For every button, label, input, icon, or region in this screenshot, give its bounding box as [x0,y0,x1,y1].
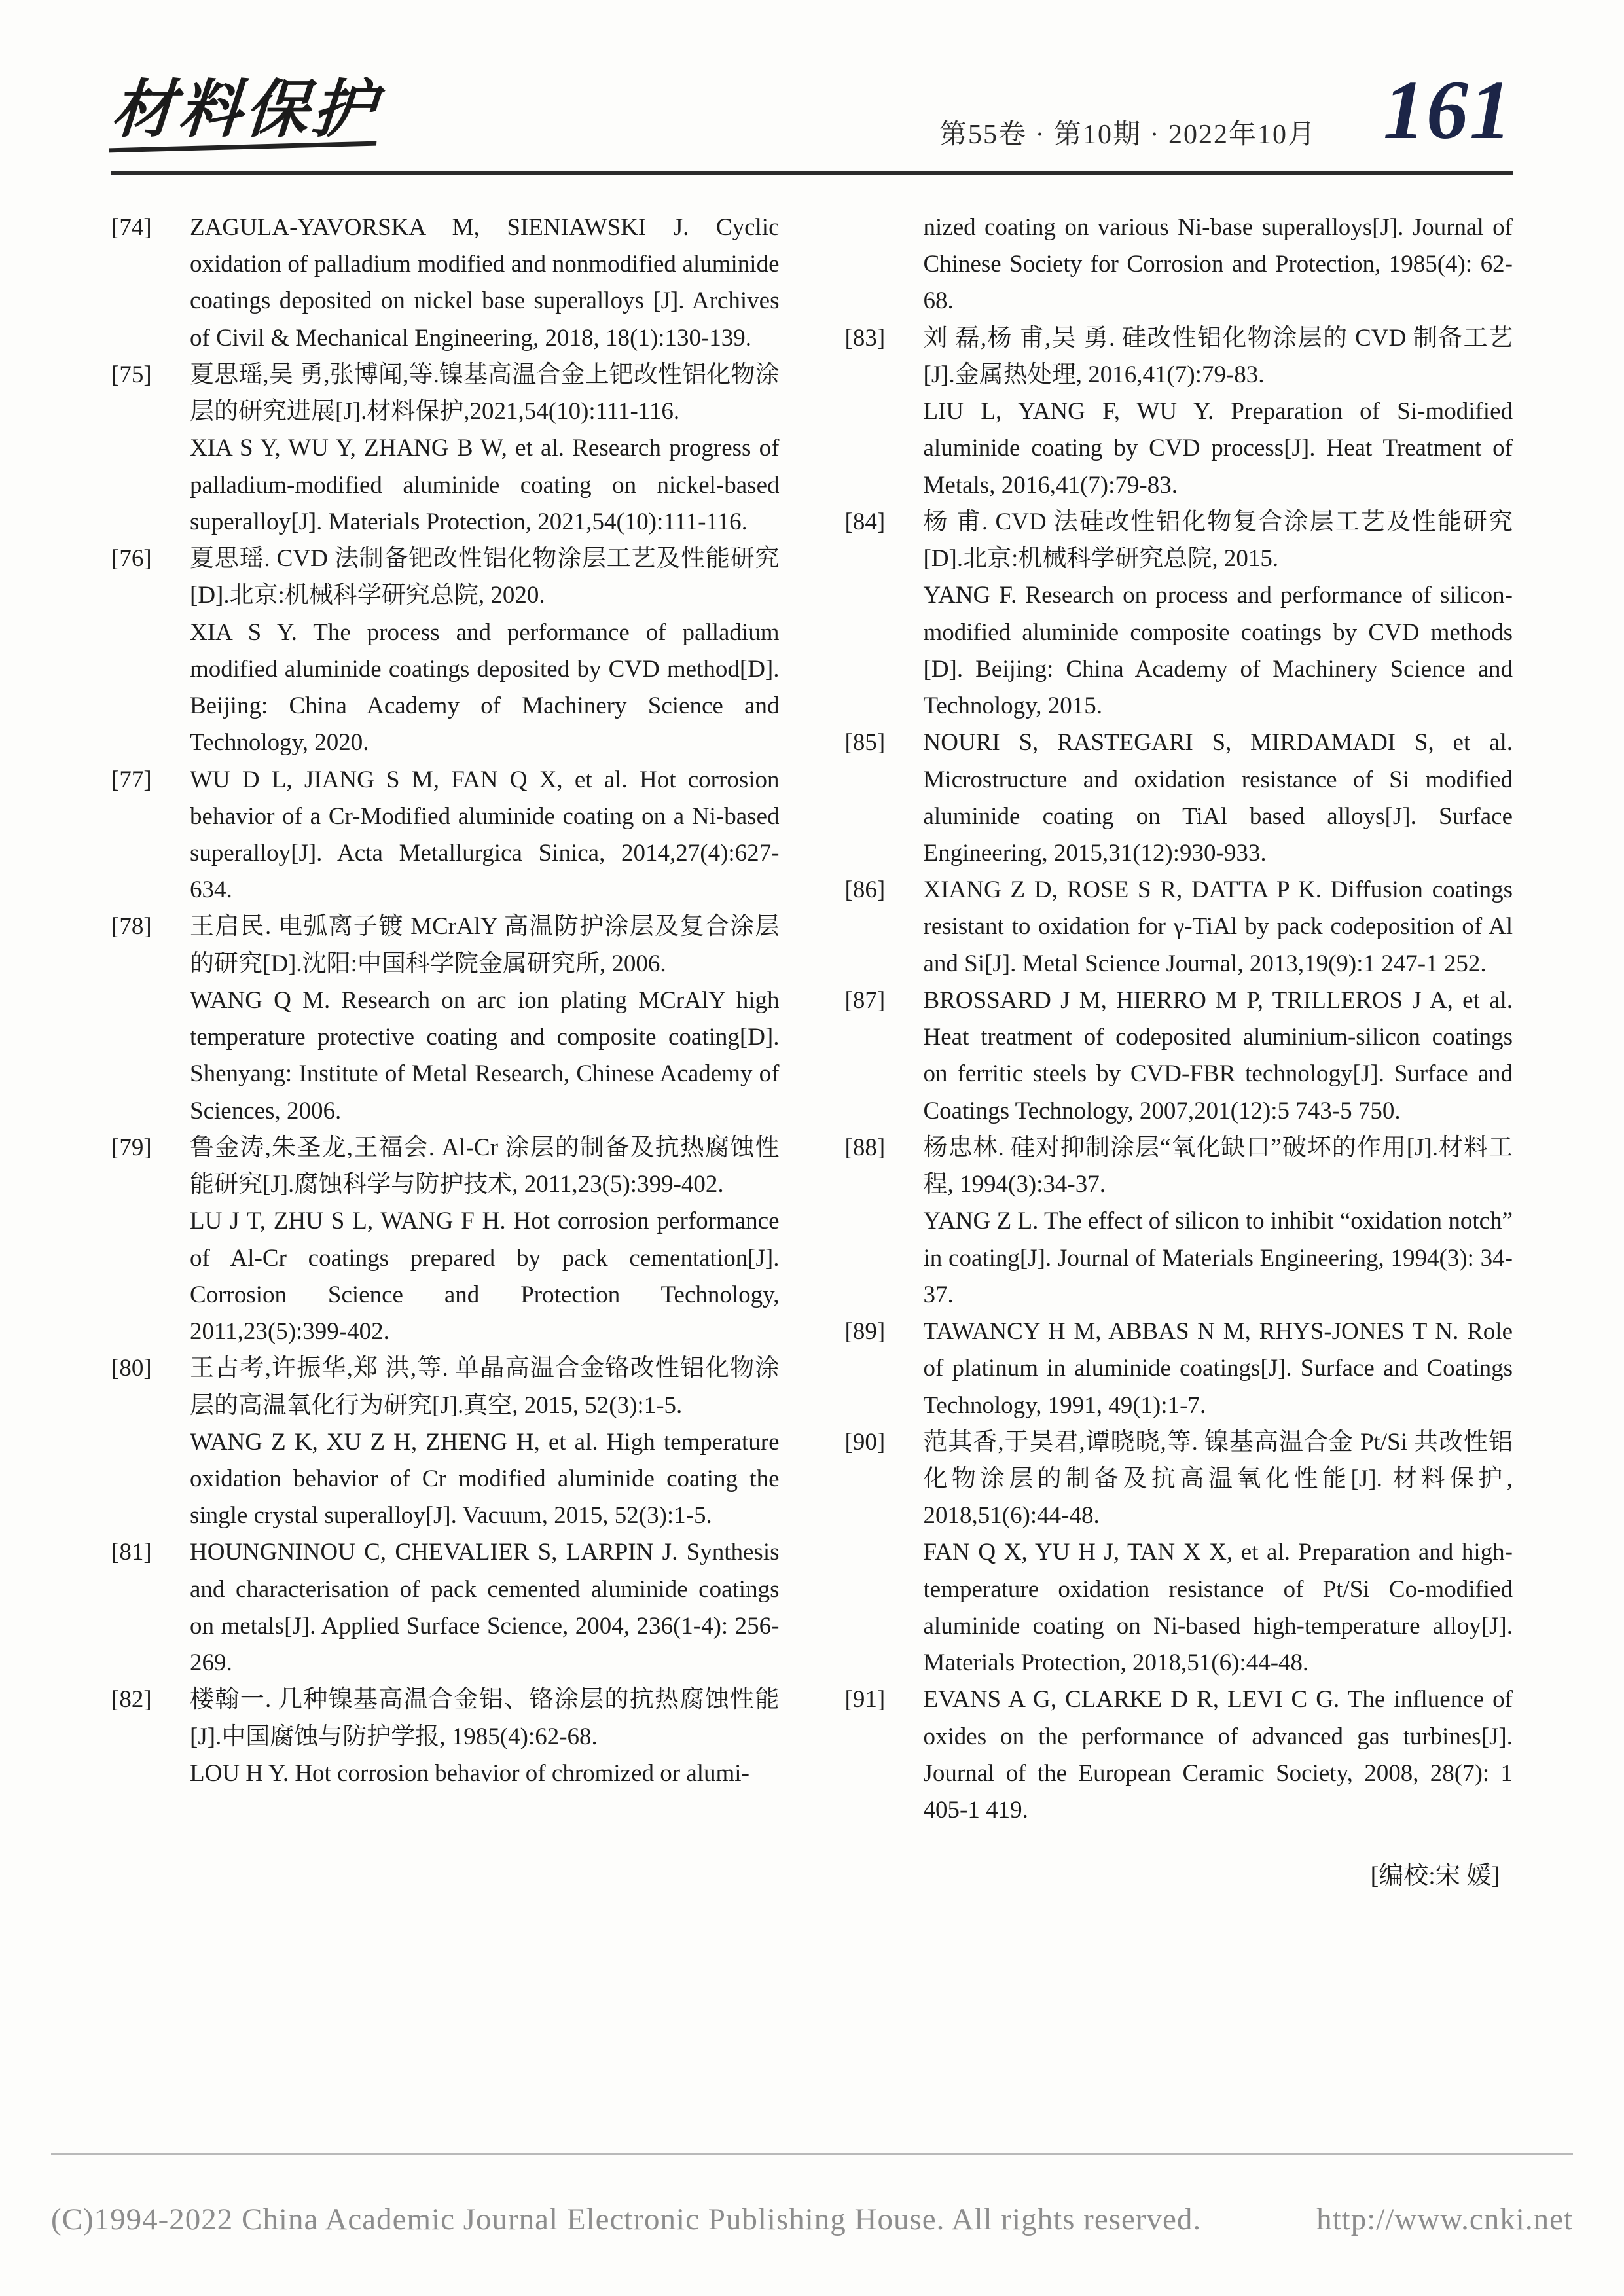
editor-note: [编校:宋 媛] [1370,1862,1500,1890]
reference-paragraphs [924,1130,1513,1314]
reference-paragraph: LIU L, YANG F, WU Y. Preparation of Si-modified aluminide coating by CVD process[J]. Heat Treatment of Metals, 2016,41(7):79-83. [923,398,1513,499]
reference-paragraphs [924,1314,1513,1424]
reference-item [845,504,1513,725]
reference-number: [85] [844,729,886,757]
reference-paragraph: 杨忠林. 硅对抑制涂层“氧化缺口”破坏的作用[J].材料工程, 1994(3):34-37. [923,1134,1513,1198]
reference-paragraph: 范其香,于昊君,谭晓晓,等. 镍基高温合金 Pt/Si 共改性铝化物涂层的制备及抗高温氧化性能[J]. 材料保护, 2018,51(6):44-48. [923,1428,1513,1530]
reference-item [111,908,780,1129]
reference-number: [89] [844,1318,886,1346]
reference-paragraphs [190,357,780,541]
reference-item [845,320,1513,504]
reference-item [111,209,780,357]
reference-paragraph: BROSSARD J M, HIERRO M P, TRILLEROS J A, et al. Heat treatment of codeposited aluminium-silicon coatings on ferritic steels by CVD-FBR technology[J]. Surface and Coatings Technology, 2007,201(12):5 743-5 750. [923,986,1513,1124]
reference-item [111,1681,780,1792]
reference-paragraph: 夏思瑶,吴 勇,张博闻,等.镍基高温合金上钯改性铝化物涂层的研究进展[J].材料保护,2021,54(10):111-116. [190,361,780,425]
reference-paragraphs [924,872,1513,982]
reference-paragraph: XIA S Y. The process and performance of palladium modified aluminide coatings deposited by CVD method[D]. Beijing: China Academy of Machinery Science and Technology, 2020. [190,619,780,757]
reference-number: [84] [844,508,886,535]
reference-paragraphs [190,762,780,909]
reference-paragraph: FAN Q X, YU H J, TAN X X, et al. Preparation and high-temperature oxidation resistance of Pt/Si Co-modified aluminide coating on Ni-based high-temperature alloy[J]. Materials Protection, 2018,51(6):44-48. [923,1539,1513,1677]
reference-paragraph: YANG Z L. The effect of silicon to inhibit “oxidation notch” in coating[J]. Journal of Materials Engineering, 1994(3): 34-37. [923,1208,1513,1308]
reference-paragraphs [190,1350,780,1534]
reference-paragraphs [190,209,780,357]
reference-item [845,1681,1513,1829]
references-body [111,209,1513,1891]
reference-paragraphs [924,1424,1513,1682]
reference-number: [91] [844,1686,886,1713]
reference-item [111,541,780,761]
reference-paragraph: 王启民. 电弧离子镀 MCrAlY 高温防护涂层及复合涂层的研究[D].沈阳:中国科学院金属研究所, 2006. [190,913,780,977]
reference-paragraphs [924,1681,1513,1829]
reference-paragraphs [924,725,1513,872]
reference-paragraphs [924,982,1513,1130]
reference-number: [75] [111,361,152,388]
references-column-right [845,209,1513,1891]
reference-paragraph: nized coating on various Ni-base superalloys[J]. Journal of Chinese Society for Corrosion and Protection, 1985(4): 62-68. [923,214,1513,315]
footer-divider [51,2153,1573,2155]
reference-item [845,1424,1513,1682]
reference-paragraph: TAWANCY H M, ABBAS N M, RHYS-JONES T N. Role of platinum in aluminide coatings[J]. Surface and Coatings Technology, 1991, 49(1):1-7. [923,1318,1513,1419]
reference-number: [88] [844,1134,886,1161]
reference-number: [76] [111,545,152,573]
reference-item [111,1350,780,1534]
reference-number: [82] [111,1686,152,1713]
reference-number: [74] [111,214,152,241]
reference-number: [78] [111,913,152,941]
reference-paragraph: WU D L, JIANG S M, FAN Q X, et al. Hot corrosion behavior of a Cr-Modified aluminide coating on a Ni-based superalloy[J]. Acta Metallurgica Sinica, 2014,27(4):627-634. [190,766,780,904]
reference-item [111,1130,780,1350]
reference-paragraph: 杨 甫. CVD 法硅改性铝化物复合涂层工艺及性能研究[D].北京:机械科学研究总院, 2015. [923,508,1513,573]
reference-item [845,725,1513,872]
reference-paragraph: 鲁金涛,朱圣龙,王福会. Al-Cr 涂层的制备及抗热腐蚀性能研究[J].腐蚀科学与防护技术, 2011,23(5):399-402. [190,1134,780,1198]
reference-item [111,357,780,541]
reference-paragraphs [924,504,1513,725]
reference-paragraph: 楼翰一. 几种镍基高温合金铝、铬涂层的抗热腐蚀性能[J].中国腐蚀与防护学报, 1985(4):62-68. [190,1686,780,1750]
reference-number: [77] [111,766,152,793]
reference-paragraph: EVANS A G, CLARKE D R, LEVI C G. The influence of oxides on the performance of advanced gas turbines[J]. Journal of the European Ceramic Society, 2008, 28(7): 1 405-1 419. [923,1686,1513,1824]
reference-number: [79] [111,1134,152,1161]
reference-paragraphs [190,1130,780,1350]
reference-paragraph: WANG Q M. Research on arc ion plating MCrAlY high temperature protective coating and composite coating[D]. Shenyang: Institute of Metal Research, Chinese Academy of Sciences, 2006. [190,986,780,1124]
reference-paragraph: HOUNGNINOU C, CHEVALIER S, LARPIN J. Synthesis and characterisation of pack cemented aluminide coatings on metals[J]. Applied Surface Science, 2004, 236(1-4): 256-269. [190,1539,780,1677]
references-column-left [111,209,780,1891]
reference-number: [90] [844,1428,886,1456]
reference-paragraph: 王占考,许振华,郑 洪,等. 单晶高温合金铬改性铝化物涂层的高温氧化行为研究[J].真空, 2015, 52(3):1-5. [190,1355,780,1419]
reference-number: [80] [111,1355,152,1382]
reference-paragraph: LOU H Y. Hot corrosion behavior of chromized or alumi- [190,1759,749,1787]
reference-paragraph: 刘 磊,杨 甫,吴 勇. 硅改性铝化物涂层的 CVD 制备工艺[J].金属热处理, 2016,41(7):79-83. [923,324,1513,388]
reference-number: [81] [111,1539,152,1566]
header-divider [111,171,1513,175]
footer-copyright: (C)1994-2022 China Academic Journal Electronic Publishing House. All rights reserved. [51,2202,1202,2236]
reference-paragraphs [190,908,780,1129]
reference-item [845,872,1513,982]
reference-paragraph: 夏思瑶. CVD 法制备钯改性铝化物涂层工艺及性能研究[D].北京:机械科学研究总院, 2020. [190,545,780,609]
reference-item [845,1130,1513,1314]
reference-paragraph: XIANG Z D, ROSE S R, DATTA P K. Diffusion coatings resistant to oxidation for γ-TiAl by pack codeposition of Al and Si[J]. Metal Science Journal, 2013,19(9):1 247-1 252. [923,876,1513,977]
reference-item [111,762,780,909]
reference-paragraph: YANG F. Research on process and performance of silicon-modified aluminide composite coatings by CVD methods [D]. Beijing: China Academy of Machinery Science and Technology, 2015. [923,582,1513,720]
journal-logo: 材料保护 [109,77,381,156]
reference-number: [87] [844,986,886,1014]
page-footer [51,2202,1573,2237]
reference-paragraph: NOURI S, RASTEGARI S, MIRDAMADI S, et al. Microstructure and oxidation resistance of Si modified aluminide coating on TiAl based alloys[J]. Surface Engineering, 2015,31(12):930-933. [923,729,1513,867]
reference-paragraphs [190,541,780,761]
reference-paragraphs [190,1681,780,1792]
reference-paragraphs [924,320,1513,504]
reference-item [845,982,1513,1130]
reference-number: [83] [844,324,886,351]
reference-paragraph: ZAGULA-YAVORSKA M, SIENIAWSKI J. Cyclic oxidation of palladium modified and nonmodified aluminide coatings deposited on nickel base superalloys [J]. Archives of Civil & Mechanical Engineering, 2018, 18(1):130-139. [190,214,780,351]
reference-paragraphs [924,209,1513,320]
footer-url: http://www.cnki.net [1316,2202,1573,2236]
reference-number: [86] [844,876,886,904]
page-header [109,63,1513,170]
page-number: 161 [1383,63,1513,156]
reference-item [845,1314,1513,1424]
issue-info: 第55卷 · 第10期 · 2022年10月 [939,120,1316,150]
reference-paragraph: WANG Z K, XU Z H, ZHENG H, et al. High temperature oxidation behavior of Cr modified aluminide coating the single crystal superalloy[J]. Vacuum, 2015, 52(3):1-5. [190,1428,780,1530]
reference-item [845,209,1513,320]
reference-paragraph: LU J T, ZHU S L, WANG F H. Hot corrosion performance of Al-Cr coatings prepared by pack cementation[J]. Corrosion Science and Protection Technology, 2011,23(5):399-402. [190,1208,780,1346]
reference-item [111,1534,780,1681]
reference-paragraphs [190,1534,780,1681]
reference-paragraph: XIA S Y, WU Y, ZHANG B W, et al. Research progress of palladium-modified aluminide coating on nickel-based superalloy[J]. Materials Protection, 2021,54(10):111-116. [190,435,780,535]
